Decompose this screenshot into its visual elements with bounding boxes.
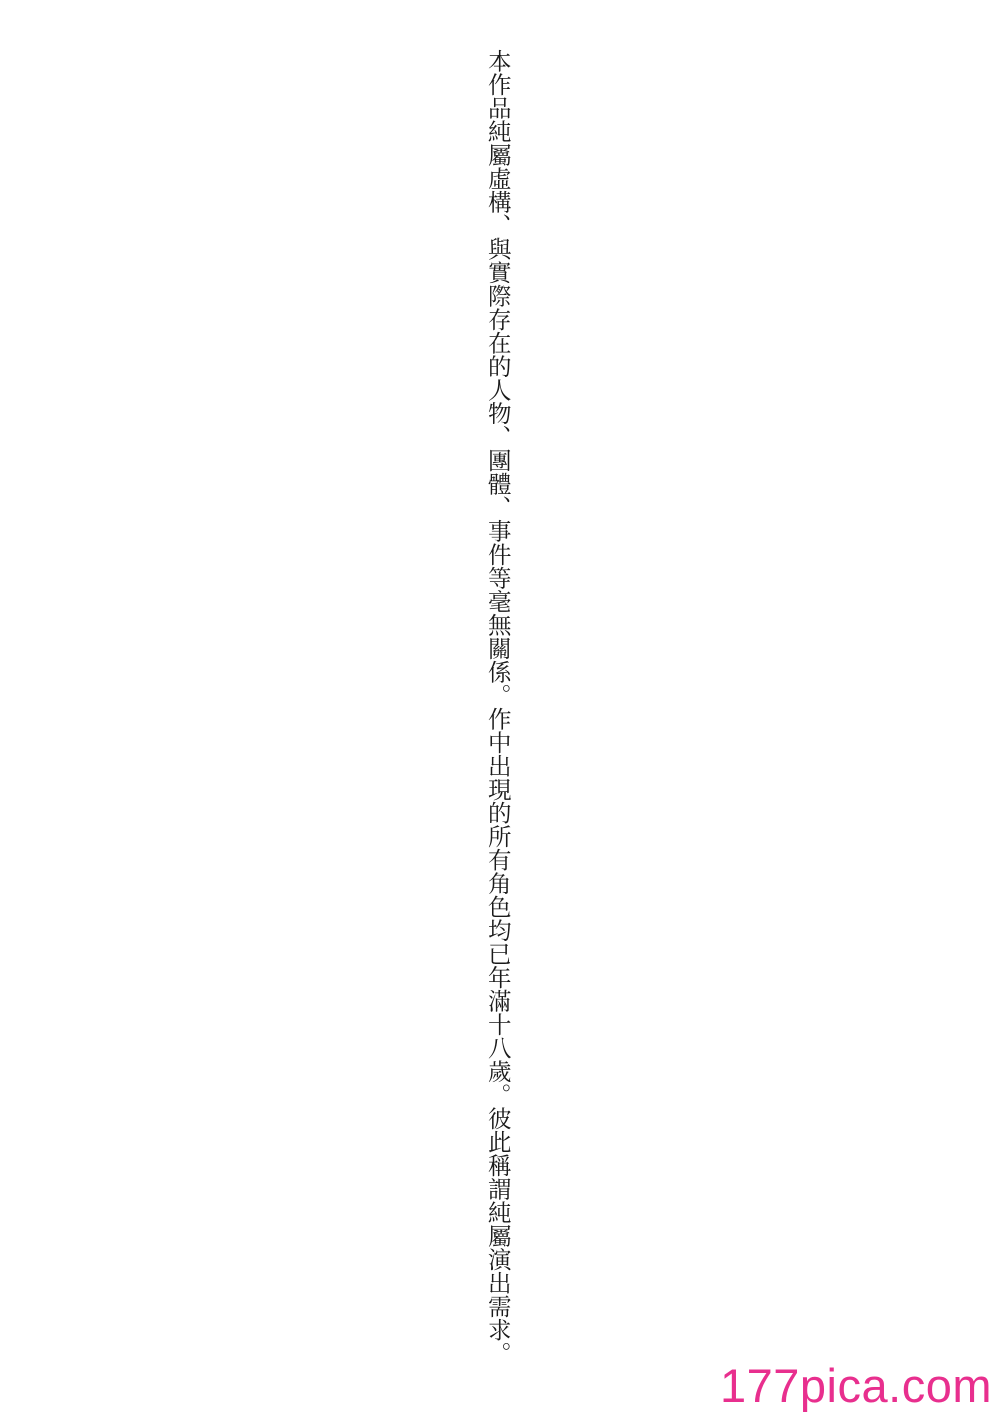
disclaimer-text: 本作品純屬虛構、與實際存在的人物、團體、事件等毫無關係。作中出現的所有角色均已年滿十八歲。彼此稱謂純屬演出需求。 [484,49,511,1365]
watermark-text: 177pica.com [720,1359,992,1412]
